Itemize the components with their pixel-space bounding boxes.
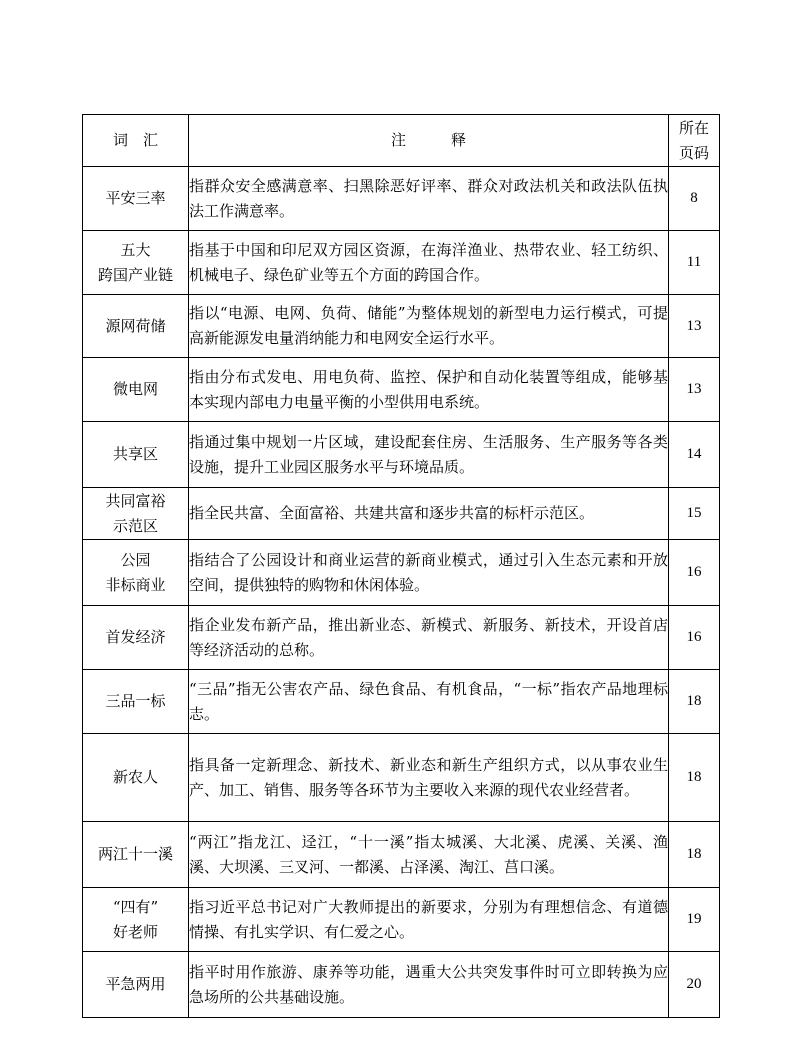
term-cell: 平急两用 (83, 952, 189, 1018)
page-number-cell: 11 (669, 231, 720, 295)
table-row (83, 358, 720, 422)
explanation-cell: 指习近平总书记对广大教师提出的新要求，分别为有理想信念、有道德情操、有扎实学识、有仁爱之心。 (189, 888, 669, 952)
page-number-cell: 16 (669, 540, 720, 606)
page-number-cell: 14 (669, 422, 720, 488)
explanation-cell: 指企业发布新产品，推出新业态、新模式、新服务、新技术，开设首店等经济活动的总称。 (189, 606, 669, 670)
page-number-cell: 13 (669, 358, 720, 422)
term-cell: 源网荷储 (83, 295, 189, 358)
term-cell: 微电网 (83, 358, 189, 422)
term-cell: 两江十一溪 (83, 822, 189, 888)
table-row (83, 540, 720, 606)
explanation-cell: 指通过集中规划一片区域，建设配套住房、生活服务、生产服务等各类设施，提升工业园区服务水平与环境品质。 (189, 422, 669, 488)
term-cell: 五大 跨国产业链 (83, 231, 189, 295)
page-number-cell: 15 (669, 488, 720, 540)
table-row (83, 167, 720, 231)
table-row (83, 952, 720, 1018)
table-row (83, 606, 720, 670)
table-row (83, 295, 720, 358)
explanation-cell: “两江”指龙江、迳江，“十一溪”指太城溪、大北溪、虎溪、关溪、渔溪、大坝溪、三叉河、一都溪、占泽溪、淘江、莒口溪。 (189, 822, 669, 888)
table-row (83, 888, 720, 952)
term-cell: 公园 非标商业 (83, 540, 189, 606)
term-cell: 共享区 (83, 422, 189, 488)
term-cell: 共同富裕 示范区 (83, 488, 189, 540)
explanation-cell: 指平时用作旅游、康养等功能，遇重大公共突发事件时可立即转换为应急场所的公共基础设施。 (189, 952, 669, 1018)
glossary-table (82, 114, 720, 1018)
explanation-cell: 指全民共富、全面富裕、共建共富和逐步共富的标杆示范区。 (189, 488, 669, 540)
explanation-cell: 指群众安全感满意率、扫黑除恶好评率、群众对政法机关和政法队伍执法工作满意率。 (189, 167, 669, 231)
table-row (83, 734, 720, 822)
term-cell: 平安三率 (83, 167, 189, 231)
page-number-cell: 19 (669, 888, 720, 952)
table-row (83, 422, 720, 488)
table-header-row (83, 115, 720, 167)
term-cell: 新农人 (83, 734, 189, 822)
header-term: 词 汇 (83, 115, 189, 167)
table-row (83, 488, 720, 540)
page-number-cell: 18 (669, 822, 720, 888)
explanation-cell: 指以“电源、电网、负荷、储能”为整体规划的新型电力运行模式，可提高新能源发电量消纳能力和电网安全运行水平。 (189, 295, 669, 358)
page-number-cell: 18 (669, 670, 720, 734)
explanation-cell: “三品”指无公害农产品、绿色食品、有机食品，“一标”指农产品地理标志。 (189, 670, 669, 734)
table-row (83, 231, 720, 295)
explanation-cell: 指结合了公园设计和商业运营的新商业模式，通过引入生态元素和开放空间，提供独特的购物和休闲体验。 (189, 540, 669, 606)
page-number-cell: 18 (669, 734, 720, 822)
explanation-cell: 指具备一定新理念、新技术、新业态和新生产组织方式，以从事农业生产、加工、销售、服务等各环节为主要收入来源的现代农业经营者。 (189, 734, 669, 822)
header-page: 所在 页码 (669, 115, 720, 167)
term-cell: “四有” 好老师 (83, 888, 189, 952)
page-number-cell: 13 (669, 295, 720, 358)
table-row (83, 822, 720, 888)
explanation-cell: 指由分布式发电、用电负荷、监控、保护和自动化装置等组成，能够基本实现内部电力电量平衡的小型供用电系统。 (189, 358, 669, 422)
page-number-cell: 16 (669, 606, 720, 670)
term-cell: 三品一标 (83, 670, 189, 734)
page-number-cell: 20 (669, 952, 720, 1018)
explanation-cell: 指基于中国和印尼双方园区资源，在海洋渔业、热带农业、轻工纺织、机械电子、绿色矿业等五个方面的跨国合作。 (189, 231, 669, 295)
header-explanation: 注 释 (189, 115, 669, 167)
table-row (83, 670, 720, 734)
page-number-cell: 8 (669, 167, 720, 231)
term-cell: 首发经济 (83, 606, 189, 670)
